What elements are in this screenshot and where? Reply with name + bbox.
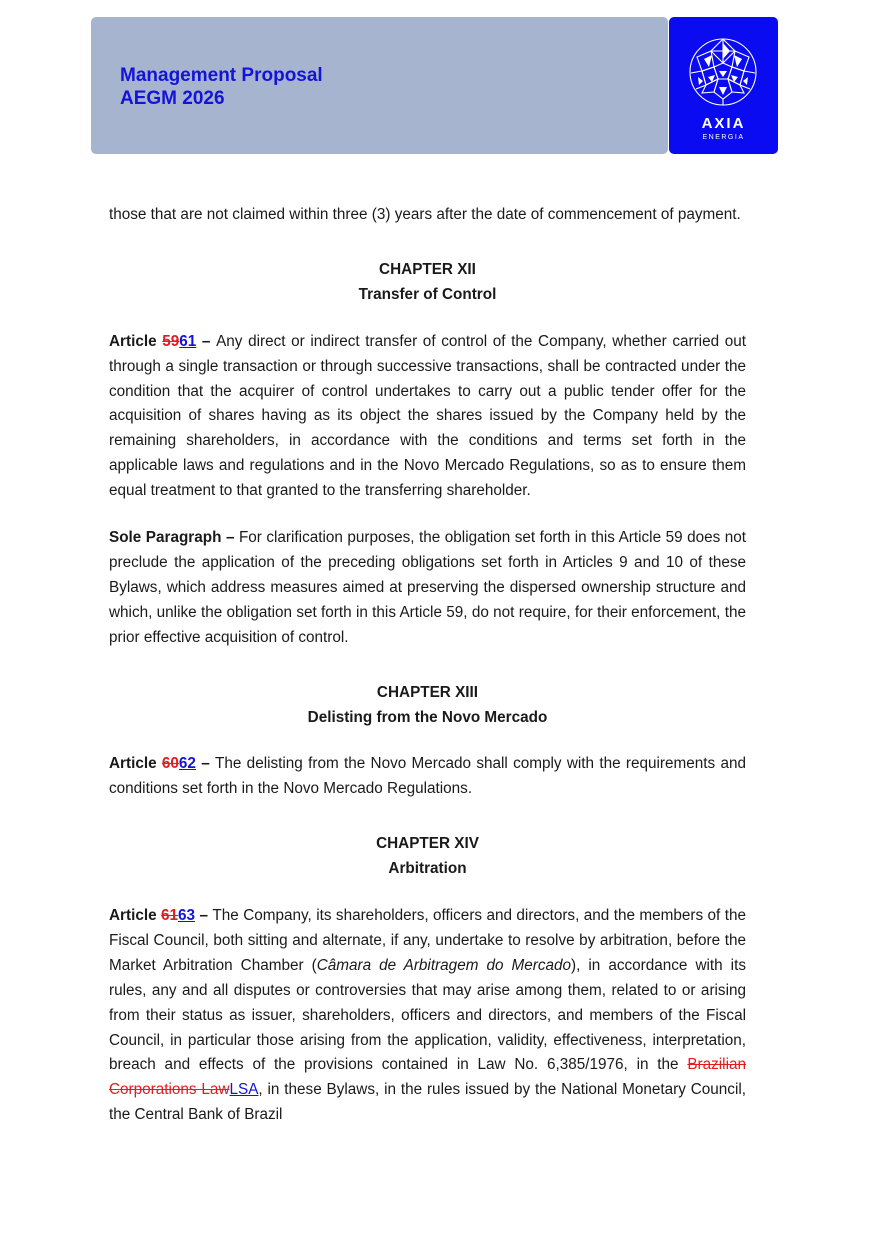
deleted-article-number: 61	[161, 907, 179, 925]
inserted-article-number: 62	[178, 755, 196, 773]
article-62-text: The delisting from the Novo Mercado shall comply with the requirements and conditions set forth in the Novo Mercado Regulations.	[109, 755, 746, 798]
sole-paragraph	[109, 526, 746, 651]
article-63-paragraph	[109, 904, 746, 1128]
chapter-13-number: CHAPTER XIII	[376, 683, 479, 701]
chapter-12-heading	[109, 258, 746, 308]
header-panel	[91, 17, 668, 154]
chapter-14-heading	[109, 832, 746, 882]
chapter-13-title: Delisting from the Novo Mercado	[307, 708, 548, 726]
title-line-2: AEGM 2026	[120, 88, 225, 109]
article-61-paragraph	[109, 330, 746, 504]
article-dash: –	[196, 332, 217, 350]
chapter-12-number: CHAPTER XII	[379, 260, 476, 278]
globe-icon	[688, 37, 758, 107]
chamber-name-italic: Câmara de Arbitragem do Mercado	[316, 956, 572, 974]
company-logo	[669, 17, 778, 154]
article-dash: –	[195, 755, 216, 773]
article-label: Article	[109, 907, 162, 925]
deleted-law-name: Brazilian Corporations Law	[109, 1056, 746, 1099]
chapter-12-title: Transfer of Control	[358, 285, 497, 303]
sole-paragraph-text: For clarification purposes, the obligation set forth in this Article 59 does not preclude the application of the preceding obligations set forth in Articles 9 and 10 of these Bylaws, which address measures aimed at preserving the dispersed ownership structure and which, unlike the obligation set forth in this Article 59, do not require, for their enforcement, the prior effective acquisition of control.	[109, 529, 746, 646]
article-dash: –	[195, 907, 213, 925]
article-63-text-2: ), in accordance with its rules, any and all disputes or controversies that may arise among them, related to or arising from their status as issuer, shareholders, officers and directors, and members of the Fiscal Council, in particular those arising from the application, validity, effectiveness, interpretation, breach and effects of the provisions contained in Law No. 6,385/1976, in the	[109, 956, 746, 1074]
intro-paragraph: those that are not claimed within three (3) years after the date of commencement of payment.	[109, 206, 741, 223]
document-title	[120, 64, 323, 110]
logo-name: AXIA	[701, 115, 746, 132]
sole-paragraph-label: Sole Paragraph –	[109, 529, 239, 547]
article-63-text-1: The Company, its shareholders, officers and directors, and the members of the Fiscal Council, both sitting and alternate, if any, undertake to resolve by arbitration, before the Market Arbitration Chamber (	[109, 907, 746, 974]
article-61-text: Any direct or indirect transfer of control of the Company, whether carried out through a single transaction or through successive transactions, shall be contracted under the condition that the acquirer of control undertakes to carry out a public tender offer for the acquisition of shares having as its object the shares issued by the Company held by the remaining shareholders, in accordance with the conditions and terms set forth in the applicable laws and regulations and in the Novo Mercado Regulations, so as to ensure them equal treatment to that granted to the transferring shareholder.	[109, 332, 746, 500]
chapter-14-number: CHAPTER XIV	[376, 835, 479, 853]
article-label: Article	[109, 755, 162, 773]
article-62-paragraph	[109, 752, 746, 802]
deleted-article-number: 60	[161, 755, 179, 773]
article-label: Article	[109, 332, 163, 350]
title-line-1: Management Proposal	[120, 65, 323, 86]
chapter-14-title: Arbitration	[388, 860, 467, 878]
document-body	[109, 203, 746, 1128]
inserted-article-number: 63	[178, 907, 196, 925]
inserted-law-name: LSA	[229, 1081, 259, 1099]
inserted-article-number: 61	[179, 332, 197, 350]
chapter-13-heading	[109, 681, 746, 731]
logo-subtitle: ENERGIA	[702, 134, 745, 141]
article-63-text-3: , in these Bylaws, in the rules issued by the National Monetary Council, the Central Bank of Brazil	[109, 1081, 747, 1124]
deleted-article-number: 59	[162, 332, 180, 350]
